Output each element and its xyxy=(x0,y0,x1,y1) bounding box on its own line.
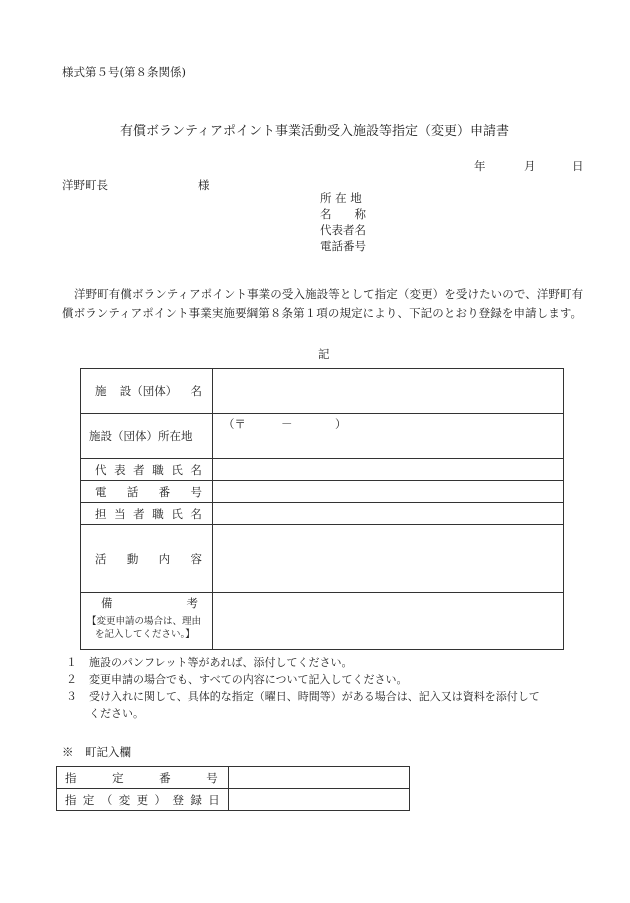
row-registration-date xyxy=(57,789,410,811)
note-item: ３ 受け入れに関して、具体的な指定（曜日、時間等）がある場合は、記入又は資料を添付して xyxy=(66,690,540,703)
row-representative xyxy=(81,459,564,481)
row-phone xyxy=(81,481,564,503)
input-facility-address[interactable] xyxy=(212,414,563,459)
applicant-field-phone: 電話番号 xyxy=(320,239,366,253)
form-number: 様式第５号(第８条関係) xyxy=(62,65,186,79)
label-contact: 担 当 者 職 氏 名 xyxy=(95,506,202,521)
row-facility-address xyxy=(81,414,564,459)
month-label: 月 xyxy=(524,159,536,173)
page-title: 有償ボランティアポイント事業活動受入施設等指定（変更）申請書 xyxy=(120,124,509,139)
label-representative: 代 表 者 職 氏 名 xyxy=(95,462,202,477)
label-facility-address: 施設（団体）所在地 xyxy=(81,414,213,459)
label-activity: 活 動 内 容 xyxy=(95,551,202,566)
town-table xyxy=(56,766,410,811)
note-item: ２ 変更申請の場合でも、すべての内容について記入してください。 xyxy=(66,673,408,686)
addressee-honorific: 様 xyxy=(198,178,210,192)
row-designation-no xyxy=(57,767,410,789)
applicant-field-name: 名 称 xyxy=(320,207,366,221)
row-contact xyxy=(81,503,564,525)
row-activity xyxy=(81,525,564,593)
input-contact[interactable] xyxy=(212,503,563,525)
label-facility-name: 施 設（団体） 名 xyxy=(95,384,202,398)
ki-heading: 記 xyxy=(318,347,330,361)
label-designation-no: 指 定 番 号 xyxy=(65,770,218,785)
applicant-field-representative: 代表者名 xyxy=(320,223,366,237)
remarks-note: 【変更申請の場合は、理由 を記入してください。】 xyxy=(87,616,202,640)
input-activity[interactable] xyxy=(212,525,563,593)
application-table xyxy=(80,368,564,650)
postal-dash: － xyxy=(280,417,293,431)
label-phone: 電 話 番 号 xyxy=(95,484,202,499)
input-registration-date[interactable] xyxy=(228,789,409,811)
note-item: ください。 xyxy=(89,707,144,720)
row-remarks xyxy=(81,593,564,650)
input-remarks[interactable] xyxy=(212,593,563,650)
input-designation-no[interactable] xyxy=(228,767,409,789)
input-representative[interactable] xyxy=(212,459,563,481)
year-label: 年 xyxy=(474,159,486,173)
body-paragraph: 洋野町有償ボランティアポイント事業の受入施設等として指定（変更）を受けたいので、洋野町有償ボランティアポイント事業実施要綱第８条第１項の規定により、下記のとおり登録を申請します。 xyxy=(62,287,584,320)
input-phone[interactable] xyxy=(212,481,563,503)
note-item: １ 施設のパンフレット等があれば、添付してください。 xyxy=(66,656,353,669)
applicant-field-address: 所 在 地 xyxy=(320,191,362,205)
label-remarks: 備 考 xyxy=(101,596,198,610)
day-label: 日 xyxy=(572,159,584,173)
postal-close: ） xyxy=(334,417,347,431)
label-registration-date: 指 定 （ 変 更 ） 登 録 日 xyxy=(65,792,220,807)
input-facility-name[interactable] xyxy=(212,369,563,414)
row-facility-name xyxy=(81,369,564,414)
addressee-name: 洋野町長 xyxy=(62,178,108,192)
postal-open: （〒 xyxy=(222,417,246,431)
town-section-heading: ※ 町記入欄 xyxy=(62,745,131,759)
